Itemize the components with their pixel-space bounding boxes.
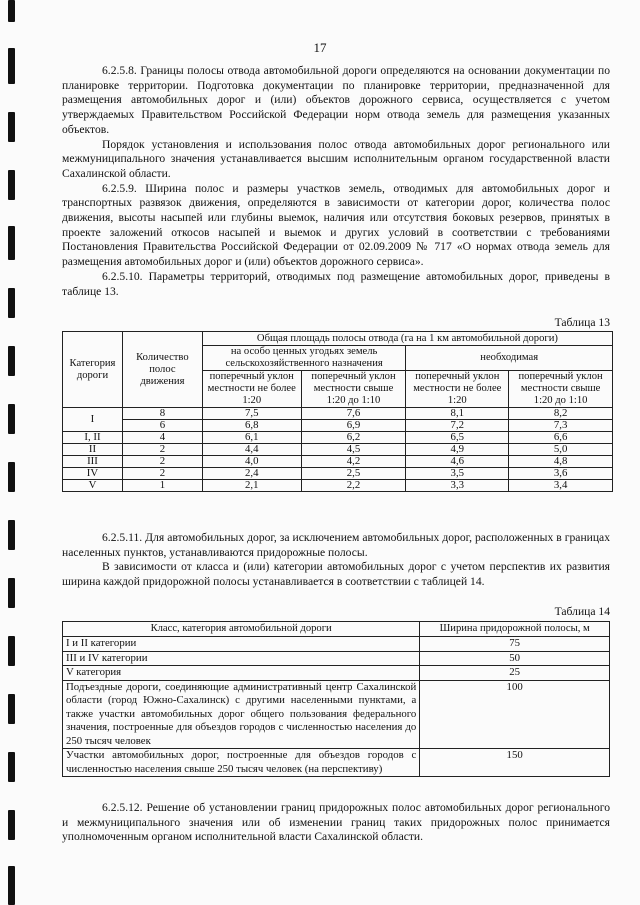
cell-value: 7,3 [509, 420, 613, 432]
table-row [63, 468, 613, 480]
table-13 [62, 331, 613, 492]
text-block-top [62, 64, 610, 299]
table-row [63, 444, 613, 456]
cell-lanes: 2 [122, 468, 202, 480]
header-category: Категория дороги [63, 332, 123, 408]
cell-lanes: 1 [122, 480, 202, 492]
cell-class: Участки автомобильных дорог, построенные для объездов городов с численностью населения свыше 250 тысяч человек (на перспективу) [63, 749, 420, 777]
paragraph: Порядок установления и использования полос отвода автомобильных дорог регионального или межмуниципального значения устанавливается высшим исполнительным органом государственной власти Сахалинской области. [62, 137, 610, 180]
paragraph: 6.2.5.11. Для автомобильных дорог, за исключением автомобильных дорог, расположенных в границах населенных пунктов, устанавливаются придорожные полосы. [62, 531, 610, 559]
cell-category: II [63, 444, 123, 456]
cell-value: 6,6 [509, 432, 613, 444]
scan-mark [8, 288, 15, 318]
cell-class: V категория [63, 666, 420, 681]
scan-mark [8, 810, 15, 840]
text-block-mid [62, 531, 610, 590]
scan-mark [8, 520, 15, 550]
cell-width: 150 [420, 749, 610, 777]
header-needed: необходимая [406, 346, 613, 371]
header-width: Ширина придорожной полосы, м [420, 622, 610, 637]
cell-value: 4,0 [202, 456, 301, 468]
header-slope-low: поперечный уклон местности не более 1:20 [202, 371, 301, 408]
paragraph: 6.2.5.10. Параметры территорий, отводимых под размещение автомобильных дорог, приведены в таблице 13. [62, 269, 610, 298]
cell-value: 6,2 [301, 432, 406, 444]
scan-mark [8, 0, 15, 22]
cell-value: 4,2 [301, 456, 406, 468]
table13-caption: Таблица 13 [554, 316, 610, 329]
table-row [63, 651, 610, 666]
cell-value: 6,1 [202, 432, 301, 444]
cell-value: 7,5 [202, 408, 301, 420]
cell-value: 3,3 [406, 480, 509, 492]
cell-class: III и IV категории [63, 651, 420, 666]
scan-mark [8, 752, 15, 782]
cell-width: 50 [420, 651, 610, 666]
table-row [63, 456, 613, 468]
cell-value: 4,6 [406, 456, 509, 468]
cell-width: 100 [420, 680, 610, 749]
cell-value: 4,4 [202, 444, 301, 456]
table-14 [62, 621, 610, 777]
cell-value: 2,2 [301, 480, 406, 492]
header-slope-low: поперечный уклон местности не более 1:20 [406, 371, 509, 408]
cell-category: I, II [63, 432, 123, 444]
header-valuable-lands: на особо ценных угодьях земель сельскохозяйственного назначения [202, 346, 406, 371]
paragraph: В зависимости от класса и (или) категории автомобильных дорог с учетом перспектив их развития ширина каждой придорожной полосы устанавливается в соответствии с таблицей 14. [62, 560, 610, 589]
cell-lanes: 6 [122, 420, 202, 432]
cell-lanes: 4 [122, 432, 202, 444]
cell-value: 4,8 [509, 456, 613, 468]
cell-value: 3,4 [509, 480, 613, 492]
page-number: 17 [313, 40, 327, 55]
header-lanes: Количество полос движения [122, 332, 202, 408]
scan-mark [8, 170, 15, 200]
table-row [63, 408, 613, 420]
scan-mark [8, 462, 15, 492]
table14-caption: Таблица 14 [554, 605, 610, 618]
cell-value: 4,5 [301, 444, 406, 456]
paragraph: 6.2.5.12. Решение об установлении границ придорожных полос автомобильных дорог регионального и межмуниципального значения или об изменении границ таких придорожных полос принимается уполномоченным органом исполнительной власти Сахалинской области. [62, 801, 610, 844]
cell-category: IV [63, 468, 123, 480]
header-class: Класс, категория автомобильной дороги [63, 622, 420, 637]
cell-value: 6,9 [301, 420, 406, 432]
text-block-bottom [62, 801, 610, 845]
cell-width: 25 [420, 666, 610, 681]
table-row [63, 420, 613, 432]
scan-mark [8, 404, 15, 434]
table-row [63, 432, 613, 444]
scan-mark [8, 866, 15, 905]
cell-value: 4,9 [406, 444, 509, 456]
header-slope-high: поперечный уклон местности свыше 1:20 до 1:10 [301, 371, 406, 408]
scan-mark [8, 226, 15, 260]
table-row [63, 749, 610, 777]
cell-class: I и II категории [63, 637, 420, 652]
cell-category: I [63, 408, 123, 432]
cell-category: III [63, 456, 123, 468]
cell-value: 7,6 [301, 408, 406, 420]
header-total-area: Общая площадь полосы отвода (га на 1 км автомобильной дороги) [202, 332, 612, 346]
cell-value: 8,2 [509, 408, 613, 420]
table-row [63, 680, 610, 749]
cell-width: 75 [420, 637, 610, 652]
cell-lanes: 8 [122, 408, 202, 420]
scan-mark [8, 694, 15, 724]
cell-category: V [63, 480, 123, 492]
table-row [63, 480, 613, 492]
cell-class: Подъездные дороги, соединяющие административный центр Сахалинской области (город Южно-Сахалинск) с другими населенными пунктами, а также участки автомобильных дорог общего пользования федерального значения, построенные для объездов городов с численностью населения до 250 тысяч человек [63, 680, 420, 749]
cell-value: 6,8 [202, 420, 301, 432]
cell-value: 3,6 [509, 468, 613, 480]
cell-value: 2,4 [202, 468, 301, 480]
cell-value: 8,1 [406, 408, 509, 420]
cell-lanes: 2 [122, 456, 202, 468]
paragraph: 6.2.5.9. Ширина полос и размеры участков земель, отводимых для автомобильных дорог и транспортных развязок движения, определяются в зависимости от категории дорог, количества полос движения, высоты насыпей или глубины выемок, наличия или отсутствия боковых резервов, принятых в проекте заложений откосов насыпей и выемок и других условий в соответствии с требованиями Постановления Правительства Российской Федерации от 02.09.2009 № 717 «О нормах отвода земель для размещения автомобильных дорог и (или) объектов дорожного сервиса». [62, 181, 610, 269]
scan-mark [8, 578, 15, 608]
scan-mark [8, 346, 15, 376]
cell-value: 5,0 [509, 444, 613, 456]
cell-value: 2,1 [202, 480, 301, 492]
scan-mark [8, 112, 15, 142]
scan-mark [8, 636, 15, 666]
cell-value: 7,2 [406, 420, 509, 432]
cell-value: 2,5 [301, 468, 406, 480]
paragraph: 6.2.5.8. Границы полосы отвода автомобильной дороги определяются на основании документации по планировке территории. Подготовка документации по планировке территории, предназначенной для размещения автомобильных дорог и (или) объектов дорожного сервиса, осуществляется с учетом утверждаемых Правительством Российской Федерации норм отвода земель для размещения указанных объектов. [62, 64, 610, 136]
cell-value: 6,5 [406, 432, 509, 444]
cell-value: 3,5 [406, 468, 509, 480]
cell-lanes: 2 [122, 444, 202, 456]
header-slope-high: поперечный уклон местности свыше 1:20 до 1:10 [509, 371, 613, 408]
table-row [63, 637, 610, 652]
table-row [63, 666, 610, 681]
